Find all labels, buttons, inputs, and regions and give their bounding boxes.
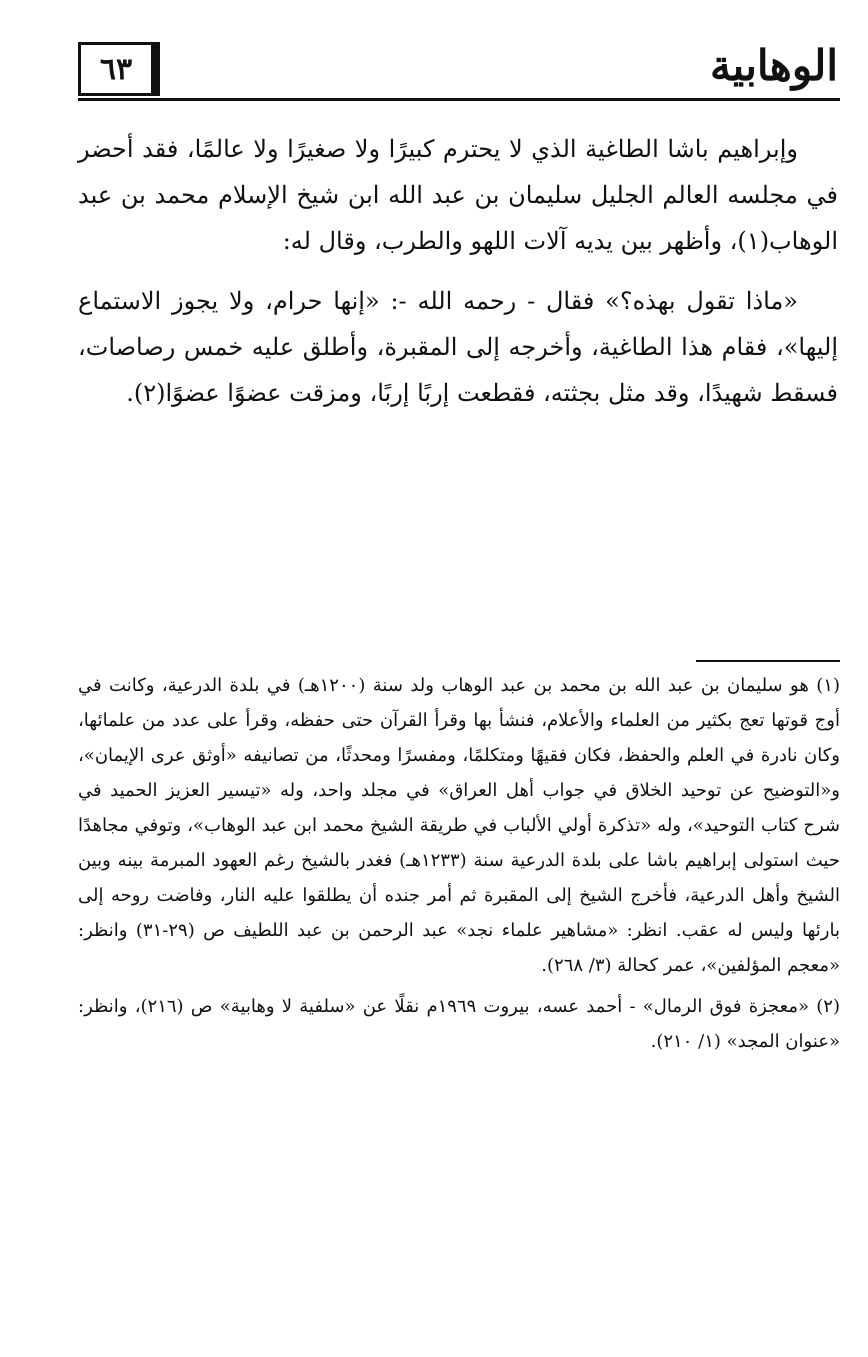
body-paragraph: «ماذا تقول بهذه؟» فقال - رحمه الله -: «إنها حرام، ولا يجوز الاستماع إليها»، فقام هذا الطاغية، وأخرجه إلى المقبرة، وأطلق عليه خمس رصاصات، فسقط شهيدًا، وقد مثل بجثته، فقطعت إربًا إربًا، ومزقت عضوًا عضوًا(٢). [78,287,838,407]
body-paragraph: وإبراهيم باشا الطاغية الذي لا يحترم كبيرًا ولا صغيرًا ولا عالمًا، فقد أحضر في مجلسه العالم الجليل سليمان بن عبد الله ابن شيخ الإسلام محمد بن عبد الوهاب(١)، وأظهر بين يديه آلات اللهو والطرب، وقال له: [78,135,838,255]
footnote [78,668,840,983]
footnote-text: «معجزة فوق الرمال» - أحمد عسه، بيروت ١٩٦٩م نقلًا عن «سلفية لا وهابية» ص (٢١٦)، وانظر: «عنوان المجد» (١/ ٢١٠). [78,996,840,1052]
footnote-separator [696,660,840,662]
header-underline [78,98,840,101]
main-text [78,126,838,430]
header-divider [154,42,160,96]
footnote-marker: (١) [816,675,840,696]
running-title: الوهابية [710,41,838,90]
footnote-text: هو سليمان بن عبد الله بن محمد بن عبد الوهاب ولد سنة (١٢٠٠هـ) في بلدة الدرعية، وكانت في أوج قوتها تعج بكثير من العلماء والأعلام، فنشأ بها وقرأ القرآن حتى حفظه، وقرأ على عدد من علمائها، وكان نادرة في العلم والحفظ، فكان فقيهًا ومتكلمًا، ومفسرًا ومحدثًا، من تصانيفه «أوثق عرى الإيمان»، و«التوضيح عن توحيد الخلاق في جواب أهل العراق» في مجلد واحد، وله «تيسير العزيز الحميد في شرح كتاب التوحيد»، وله «تذكرة أولي الألباب في طريقة الشيخ محمد ابن عبد الوهاب»، وتوفي مجاهدًا حيث استولى إبراهيم باشا على بلدة الدرعية سنة (١٢٣٣هـ) فغدر بالشيخ رغم العهود المبرمة بينه وبين الشيخ وأهل الدرعية، فأخرج الشيخ إلى المقبرة ثم أمر جنده أن يطلقوا عليه النار، وفاضت روحه إلى بارئها وليس له عقب. انظر: «مشاهير علماء نجد» عبد الرحمن بن عبد اللطيف ص (٢٩-٣١) وانظر: «معجم المؤلفين»، عمر كحالة (٣/ ٢٦٨). [78,675,840,976]
page-header [78,36,838,120]
footnote [78,989,840,1059]
footnote-marker: (٢) [816,996,840,1017]
footnotes [78,668,840,1065]
page-number: ٦٣ [78,42,154,96]
